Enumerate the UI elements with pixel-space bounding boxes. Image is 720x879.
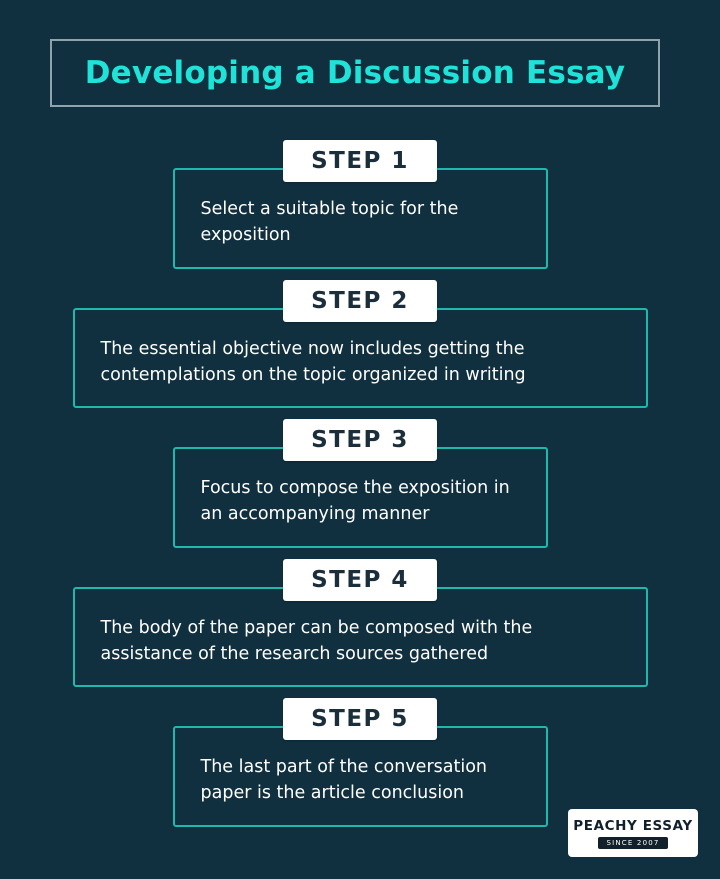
- step-description-3: Focus to compose the exposition in an accompanying manner: [200, 478, 510, 525]
- step-body-2: [73, 308, 648, 409]
- step-description-5: The last part of the conversation paper is the article conclusion: [200, 757, 488, 804]
- step-description-1: Select a suitable topic for the exposition: [200, 199, 459, 246]
- step-body-1: [173, 168, 548, 269]
- step-body-5: [173, 726, 548, 827]
- step-body-4: [73, 587, 648, 688]
- step-label-text-5: STEP 5: [311, 706, 409, 732]
- step-description-2: The essential objective now includes getting the contemplations on the topic organized in writing: [100, 338, 526, 385]
- step-description-4: The body of the paper can be composed with the assistance of the research sources gathered: [100, 617, 533, 664]
- step-item-3: [0, 419, 720, 548]
- step-label-badge-5: [283, 698, 437, 740]
- page-title-box: [50, 39, 660, 107]
- steps-list: [0, 140, 720, 838]
- brand-logo: [568, 809, 698, 857]
- step-label-text-3: STEP 3: [311, 427, 409, 453]
- step-label-text-4: STEP 4: [311, 566, 409, 593]
- step-item-2: [0, 280, 720, 409]
- brand-tagline: SINCE 2007: [598, 837, 667, 849]
- step-item-5: [0, 698, 720, 827]
- step-item-1: [0, 140, 720, 269]
- step-label-badge-1: [283, 140, 437, 182]
- page-title: Developing a Discussion Essay: [84, 55, 626, 91]
- brand-name: PEACHY ESSAY: [573, 817, 693, 834]
- step-body-3: [173, 447, 548, 548]
- step-label-badge-4: [283, 559, 437, 601]
- step-item-4: [0, 559, 720, 688]
- step-label-badge-2: [283, 280, 437, 322]
- step-label-text-2: STEP 2: [311, 287, 409, 314]
- step-label-text-1: STEP 1: [311, 148, 409, 174]
- step-label-badge-3: [283, 419, 437, 461]
